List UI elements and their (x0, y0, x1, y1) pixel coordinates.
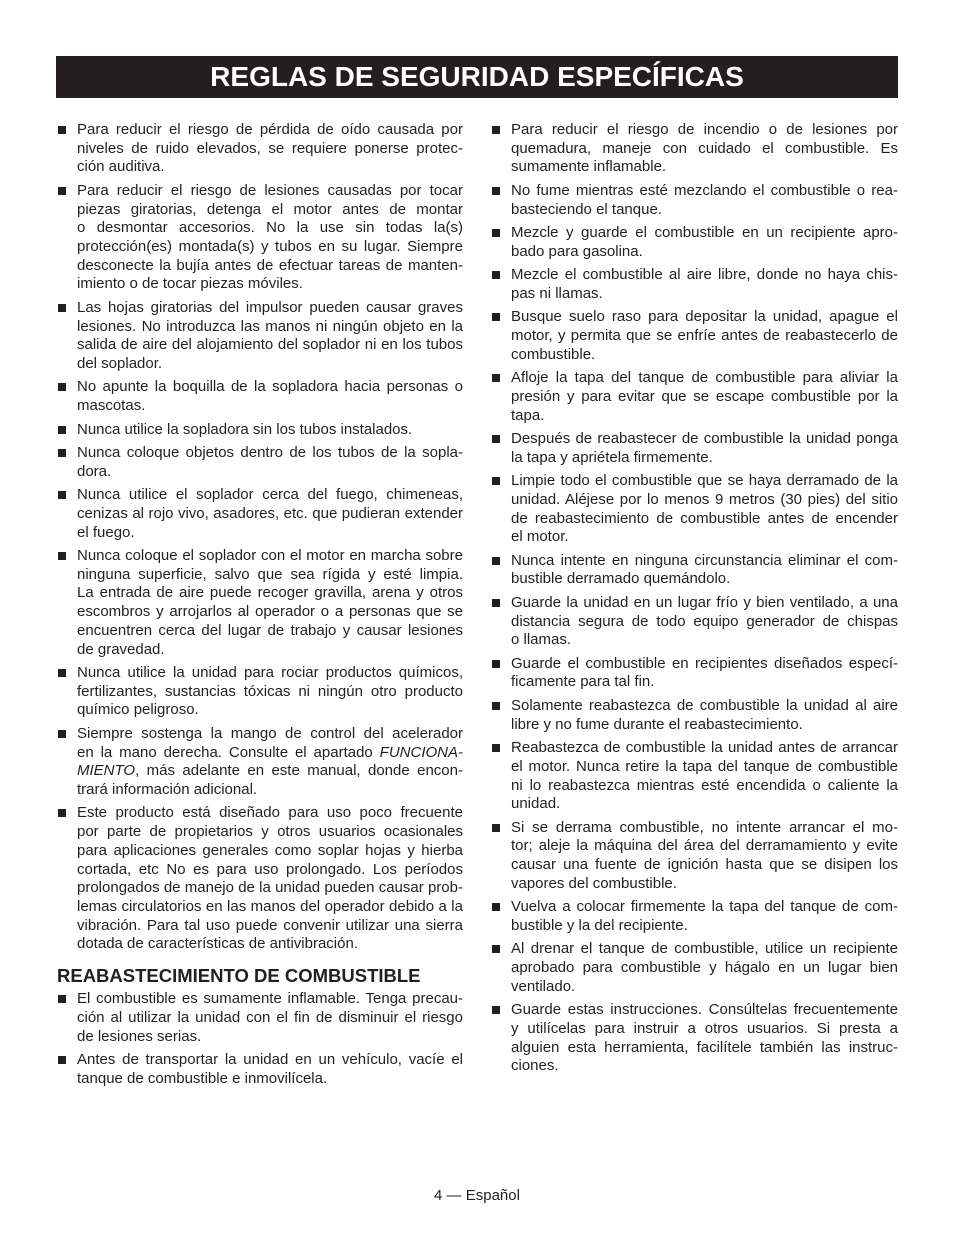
item-text-line: Nunca coloque el soplador con el motor en marcha sobre (77, 547, 463, 565)
bullet-square-icon (492, 229, 500, 237)
bullet-square-icon (492, 271, 500, 279)
refueling-section-left (57, 990, 463, 1088)
item-text-line: dora. (77, 462, 112, 480)
item-text-line: mascotas. (77, 397, 146, 415)
page-title: REGLAS DE SEGURIDAD ESPECÍFICAS (210, 61, 744, 92)
list-item (491, 308, 898, 364)
item-text-line: No fume mientras esté mezclando el combustible o rea- (511, 181, 898, 199)
section-heading: REABASTECIMIENTO DE COMBUSTIBLE (57, 965, 421, 987)
item-text-line: Reabastezca de combustible la unidad antes de arrancar (511, 739, 898, 757)
list-item (57, 990, 463, 1046)
item-text-line: cortada, etc No es para uso prolongado. Los períodos (77, 860, 463, 878)
bullet-square-icon (492, 945, 500, 953)
item-text-line: prolongados de manejo de la unidad pueden causar prob- (77, 879, 463, 897)
item-text-line: Para reducir el riesgo de lesiones causadas por tocar (77, 181, 463, 199)
item-text-line: lemas circulatorios en las manos del operador debido a la (77, 897, 463, 915)
item-text-line: cenizas al rojo vivo, asadores, etc. que pudieran extender (77, 504, 463, 522)
item-text-line: La entrada de aire puede recoger gravilla, arena y otros (77, 584, 463, 602)
item-text-line: pas ni llamas. (511, 284, 603, 302)
list-item (57, 421, 463, 440)
item-text-line: o llamas. (511, 631, 572, 649)
list-item (57, 664, 463, 720)
bullet-square-icon (58, 426, 66, 434)
list-item (491, 121, 898, 177)
bullet-square-icon (58, 126, 66, 134)
list-item (491, 697, 898, 734)
list-item (57, 444, 463, 481)
item-text-line: Para reducir el riesgo de pérdida de oído causada por (77, 121, 463, 138)
bullet-square-icon (58, 449, 66, 457)
list-item (491, 819, 898, 894)
item-text-line: quemadura, maneje con cuidado el combustible. Es (511, 139, 898, 157)
item-text-line: Nunca utilice la unidad para rociar productos químicos, (77, 663, 463, 681)
item-text-line: sumamente inflamable. (511, 158, 667, 176)
bullet-list (491, 121, 898, 1076)
text-segment: en la mano derecha. Consulte el apartado (77, 743, 380, 761)
item-text-line: salida de aire del alojamiento del soplador ni en los tubos (77, 336, 463, 354)
list-item (57, 378, 463, 415)
item-text-line: vibración. Para tal uso puede convenir utilizar una sierra (77, 916, 463, 934)
item-text-line: de gravedad. (77, 640, 165, 658)
item-text-line: por parte de propietarios y otros usuarios ocasionales (77, 823, 463, 841)
list-item (491, 898, 898, 935)
item-text-line: ción al utilizar la unidad con el fin de disminuir el riesgo (77, 1008, 463, 1026)
item-text-line: de reabastecimiento de combustible antes de encender (511, 509, 898, 527)
item-text-line: Busque suelo raso para depositar la unidad, apague el (511, 308, 898, 326)
bullet-square-icon (492, 702, 500, 710)
item-text-line: imiento o de tocar piezas móviles. (77, 275, 303, 293)
item-text-line: ventilado. (511, 977, 576, 995)
list-item (57, 121, 463, 177)
list-item (57, 547, 463, 659)
list-item (491, 369, 898, 425)
item-text-line: Nunca utilice la sopladora sin los tubos instalados. (77, 420, 413, 438)
list-item (491, 266, 898, 303)
item-text-line: Mezcle el combustible al aire libre, donde no haya chis- (511, 266, 898, 284)
item-text-line: el motor. (511, 528, 569, 546)
bullet-square-icon (492, 903, 500, 911)
list-item (491, 472, 898, 547)
item-text-line: motor, y permita que se enfríe antes de reabastecerlo de (511, 327, 898, 345)
item-text-line: combustible. (511, 345, 596, 363)
bullet-square-icon (58, 1056, 66, 1064)
item-text-line: bustible y la del recipiente. (511, 916, 688, 934)
bullet-square-icon (492, 557, 500, 565)
bullet-square-icon (492, 744, 500, 752)
item-text-line: El combustible es sumamente inflamable. Tenga precau- (77, 990, 463, 1008)
item-text-line: Nunca coloque objetos dentro de los tubos de la sopla- (77, 444, 463, 461)
bullet-square-icon (492, 477, 500, 485)
item-text-line: trará información adicional. (77, 780, 258, 798)
item-text-line: del soplador. (77, 354, 163, 372)
item-text-line: piezas giratorias, detenga el motor antes de montar (77, 200, 463, 218)
item-text-line: tanque de combustible e inmovilícela. (77, 1069, 328, 1087)
title-bar (56, 56, 898, 98)
bullet-square-icon (492, 126, 500, 134)
text-segment: , más adelante en este manual, donde encon- (135, 762, 463, 780)
item-text-line: Afloje la tapa del tanque de combustible para aliviar la (511, 369, 898, 387)
list-item (491, 594, 898, 650)
item-text-line: causar una fuente de ignición hasta que se disipen los (511, 856, 898, 874)
list-item (491, 224, 898, 261)
list-item (491, 1001, 898, 1076)
bullet-square-icon (492, 313, 500, 321)
bullet-square-icon (58, 304, 66, 312)
bullet-square-icon (58, 491, 66, 499)
item-text-line: Nunca utilice el soplador cerca del fuego, chimeneas, (77, 486, 463, 504)
item-text-line: Las hojas giratorias del impulsor pueden causar graves (77, 298, 463, 316)
item-text-line: tapa. (511, 406, 545, 424)
list-item (491, 739, 898, 814)
item-text-line: unidad. Aléjese por lo menos 9 metros (30 pies) del sitio (511, 490, 898, 508)
item-text-line: Después de reabastecer de combustible la unidad ponga (511, 430, 898, 448)
left-column (57, 121, 463, 1093)
item-text-line: bado para gasolina. (511, 242, 643, 260)
item-text-line: ninguna superficie, salvo que sea rígida y esté limpia. (77, 565, 463, 583)
item-text-line: Siempre sostenga la mango de control del acelerador (77, 724, 463, 742)
item-text-line: vapores del combustible. (511, 874, 677, 892)
item-text-line: fertilizantes, sustancias tóxicas ni ningún otro producto (77, 682, 463, 700)
item-text-line: unidad. (511, 795, 561, 813)
item-text-line: presión y para evitar que se escape combustible por la (511, 387, 898, 405)
bullet-list (57, 121, 463, 954)
item-text-line: y utilícelas para instruir a otros usuarios. Si presta a (511, 1019, 898, 1037)
bullet-square-icon (492, 374, 500, 382)
bullet-square-icon (58, 552, 66, 560)
general-rules-section (57, 121, 463, 954)
list-item (491, 940, 898, 996)
bullet-square-icon (492, 824, 500, 832)
item-text-line: Al drenar el tanque de combustible, utilice un recipiente (511, 940, 898, 958)
bullet-square-icon (58, 809, 66, 817)
list-item (57, 1051, 463, 1088)
item-text-line: ni lo reabastezca mientras esté encendida o caliente la (511, 776, 898, 794)
item-text-line: Nunca intente en ninguna circunstancia eliminar el com- (511, 551, 898, 569)
italic-reference: MIENTO (77, 762, 136, 780)
item-text-line: el fuego. (77, 523, 135, 541)
item-text-line: desconecte la bujía antes de efectuar tareas de manten- (77, 256, 463, 274)
item-text-line: Este producto está diseñado para uso poco frecuente (77, 804, 463, 822)
item-text-line (77, 744, 463, 763)
item-text-line: Guarde el combustible en recipientes diseñados especí- (511, 654, 898, 672)
item-text-line: o desmontar accesorios. No la use sin todas la(s) (77, 219, 463, 237)
item-text-line (77, 762, 463, 781)
list-item (57, 182, 463, 294)
item-text-line: ción auditiva. (77, 158, 165, 176)
bullet-square-icon (492, 187, 500, 195)
item-text-line: Si se derrama combustible, no intente arrancar el mo- (511, 818, 898, 836)
item-text-line: libre y no fume durante el reabastecimiento. (511, 715, 803, 733)
right-column (491, 121, 898, 1081)
bullet-square-icon (492, 599, 500, 607)
item-text-line: químico peligroso. (77, 701, 199, 719)
item-text-line: el motor. Nunca retire la tapa del tanque de combustible (511, 757, 898, 775)
item-text-line: Mezcle y guarde el combustible en un recipiente apro- (511, 224, 898, 242)
item-text-line: basteciendo el tanque. (511, 200, 662, 218)
bullet-square-icon (492, 660, 500, 668)
refueling-section-right (491, 121, 898, 1076)
item-text-line: Guarde estas instrucciones. Consúltelas frecuentemente (511, 1001, 898, 1019)
item-text-line: alguien esta herramienta, facilítele también las instruc- (511, 1038, 898, 1056)
item-text-line: de lesiones serias. (77, 1027, 202, 1045)
bullet-square-icon (492, 1006, 500, 1014)
bullet-square-icon (58, 383, 66, 391)
list-item (57, 725, 463, 800)
item-text-line: bustible derramado quemándolo. (511, 570, 731, 588)
item-text-line: No apunte la boquilla de la sopladora hacia personas o (77, 378, 463, 396)
item-text-line: escombros y arrojarlos al operador o a personas que se (77, 603, 463, 621)
list-item (491, 430, 898, 467)
item-text-line: lesiones. No introduzca las manos ni ningún objeto en la (77, 317, 463, 335)
item-text-line: distancia segura de todo equipo generador de chispas (511, 612, 898, 630)
item-text-line: la tapa y apriétela firmemente. (511, 448, 713, 466)
bullet-square-icon (58, 187, 66, 195)
list-item (491, 655, 898, 692)
bullet-square-icon (58, 995, 66, 1003)
item-text-line: Vuelva a colocar firmemente la tapa del tanque de com- (511, 898, 898, 916)
item-text-line: niveles de ruido elevados, se requiere ponerse protec- (77, 139, 463, 157)
item-text-line: Guarde la unidad en un lugar frío y bien ventilado, a una (511, 593, 898, 611)
italic-reference: FUNCIONA- (379, 743, 463, 761)
bullet-square-icon (58, 669, 66, 677)
bullet-square-icon (58, 730, 66, 738)
item-text-line: protección(es) montada(s) y tubos en su lugar. Siempre (77, 237, 463, 255)
item-text-line: encuentren cerca del lugar de trabajo y causar lesiones (77, 621, 463, 639)
item-text-line: Solamente reabastezca de combustible la unidad al aire (511, 696, 898, 714)
list-item (57, 486, 463, 542)
item-text-line: aprobado para combustible y hágalo en un lugar bien (511, 959, 898, 977)
list-item (491, 182, 898, 219)
list-item (57, 299, 463, 374)
item-text-line: Antes de transportar la unidad en un vehículo, vacíe el (77, 1050, 463, 1068)
item-text-line: para aplicaciones generales como soplar hojas y hierba (77, 841, 463, 859)
item-text-line: ciones. (511, 1057, 559, 1075)
item-text-line: dotada de características de antivibración. (77, 935, 358, 953)
list-item (491, 552, 898, 589)
item-text-line: ficamente para tal fin. (511, 673, 655, 691)
bullet-list (57, 990, 463, 1088)
list-item (57, 804, 463, 954)
bullet-square-icon (492, 435, 500, 443)
item-text-line: Limpie todo el combustible que se haya derramado de la (511, 472, 898, 490)
item-text-line: tor; aleje la máquina del área del derramamiento y evite (511, 837, 898, 855)
page-footer: 4 — Español (434, 1187, 520, 1204)
item-text-line: Para reducir el riesgo de incendio o de lesiones por (511, 121, 898, 138)
